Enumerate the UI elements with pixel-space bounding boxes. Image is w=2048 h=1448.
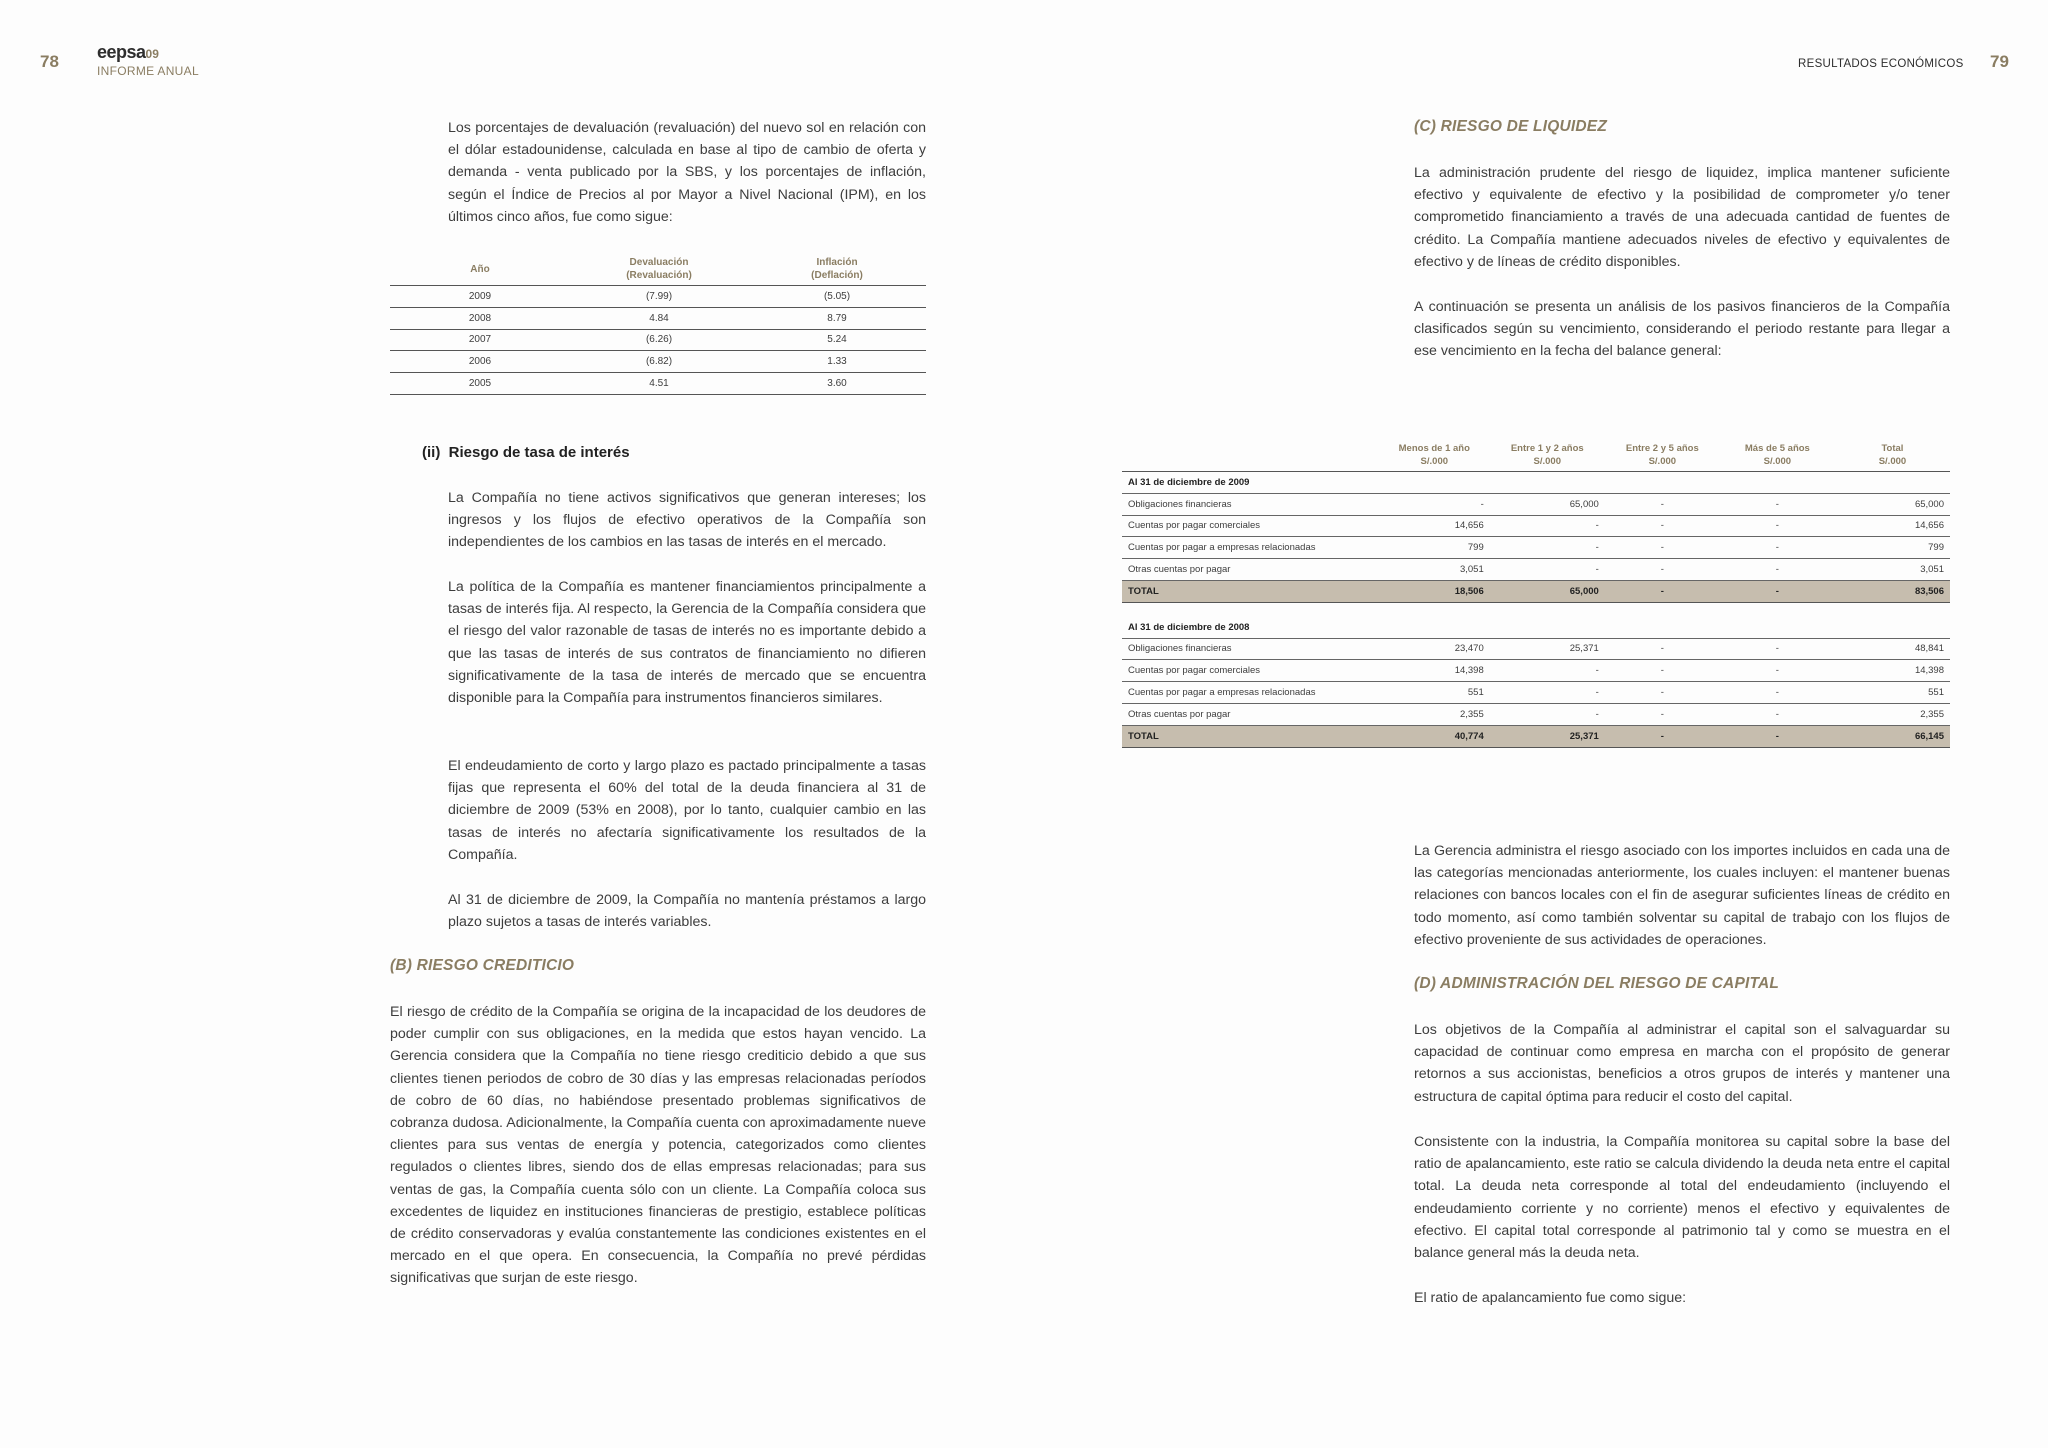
col-concept (1122, 442, 1379, 472)
table-row: Obligaciones financieras - 65,000 - - 65,000 (1122, 493, 1950, 515)
col-devaluation: Devaluación (Revaluación) (570, 254, 748, 286)
report-title: INFORME ANUAL (97, 64, 199, 78)
table-row: Otras cuentas por pagar 3,051 - - - 3,051 (1122, 559, 1950, 581)
table-header-row (390, 254, 926, 286)
right-page-number: 79 (1990, 52, 2009, 71)
table-header-row (1122, 442, 1950, 472)
logo-suffix: 09 (145, 47, 159, 61)
section-header-2008: Al 31 de diciembre de 2008 (1122, 617, 1950, 638)
spacer-row (1122, 602, 1950, 617)
interest-paragraph-2: La política de la Compañía es mantener financiamientos principalmente a tasas de interés fija. Al respecto, la Gerencia de la Compañía considera que el riesgo del valor razonable de tasas de interés no es importante debido a que las tasas de interés de sus contratos de financiamiento no difieren significativamente de la tasa de interés de mercado que se encuentra disponible para la Compañía para instrumentos financieros similares. (448, 579, 926, 707)
devaluation-table (390, 254, 926, 395)
col-year: Año (390, 254, 570, 286)
liabilities-table (1122, 442, 1950, 748)
capital-paragraph-3: El ratio de apalancamiento fue como sigue: (1414, 1290, 1687, 1306)
table-row: Cuentas por pagar comerciales 14,398 - - - 14,398 (1122, 660, 1950, 682)
col-1-2-years: Entre 1 y 2 años S/.000 (1490, 442, 1605, 472)
col-less-1-year: Menos de 1 año S/.000 (1379, 442, 1490, 472)
liquidity-risk-heading: (C) RIESGO DE LIQUIDEZ (1414, 118, 1607, 135)
total-row-2008: TOTAL 40,774 25,371 - - 66,145 (1122, 725, 1950, 747)
table-row: Cuentas por pagar comerciales 14,656 - - - 14,656 (1122, 515, 1950, 537)
table-row: Obligaciones financieras 23,470 25,371 - - 48,841 (1122, 638, 1950, 660)
section-title: RESULTADOS ECONÓMICOS (1798, 58, 1964, 70)
credit-risk-paragraph: El riesgo de crédito de la Compañía se origina de la incapacidad de los deudores de poder cumplir con sus obligaciones, en la medida que estos hayan vencido. La Gerencia considera que la Compañía no tiene riesgo crediticio debido a que sus clientes tienen periodos de cobro de 30 días y las empresas relacionadas períodos de cobro de 60 días, no habiéndose presentado problemas significativos de cobranza dudosa. Adicionalmente, la Compañía cuenta con aproximadamente nueve clientes para sus ventas de energía y potencia, categorizados como clientes regulados o clientes libres, siendo dos de ellas empresas relacionadas; para sus ventas de gas, la Compañía cuenta sólo con un cliente. La Compañía coloca sus excedentes de liquidez en instituciones financieras de prestigio, establece políticas de crédito conservadoras y evalúa constantemente las condiciones existentes en el mercado en el que opera. En consecuencia, la Compañía no prevé pérdidas significativas que surjan de este riesgo. (390, 1004, 926, 1287)
capital-paragraph-1: Los objetivos de la Compañía al administrar el capital son el salvaguardar su capacidad de continuar como empresa en marcha con el propósito de generar retornos a sus accionistas, beneficios a otros grupos de interés y mantener una estructura de capital óptima para reducir el costo del capital. (1414, 1022, 1950, 1105)
table-row: 2007 (6.26) 5.24 (390, 329, 926, 351)
table-row: Cuentas por pagar a empresas relacionadas 551 - - - 551 (1122, 682, 1950, 704)
interest-paragraph-3: El endeudamiento de corto y largo plazo es pactado principalmente a tasas fijas que representa el 60% del total de la deuda financiera al 31 de diciembre de 2009 (53% en 2008), por lo tanto, cualquier cambio en las tasas de interés no afectaría significativamente los resultados de la Compañía. (448, 758, 926, 863)
interest-paragraph-1: La Compañía no tiene activos significativos que generan intereses; los ingresos y los flujos de efectivo operativos de la Compañía son independientes de los cambios en las tasas de interés en el mercado. (448, 490, 926, 551)
logo (97, 42, 159, 63)
capital-risk-heading: (D) ADMINISTRACIÓN DEL RIESGO DE CAPITAL (1414, 975, 1780, 992)
col-total: Total S/.000 (1835, 442, 1950, 472)
left-page-number: 78 (40, 52, 59, 71)
capital-paragraph-2: Consistente con la industria, la Compañía monitorea su capital sobre la base del ratio de apalancamiento, este ratio se calcula dividendo la deuda neta entre el capital total. La deuda neta corresponde al total del endeudamiento (incluyendo el endeudamiento corriente y no corriente) menos el efectivo y equivalentes de efectivo. El capital total corresponde al patrimonio tal y como se muestra en el balance general más la deuda neta. (1414, 1134, 1950, 1262)
table-row: 2009 (7.99) (5.05) (390, 286, 926, 308)
table-row: 2008 4.84 8.79 (390, 307, 926, 329)
management-paragraph: La Gerencia administra el riesgo asociado con los importes incluidos en cada una de las categorías mencionadas anteriormente, los cuales incluyen: el mantener buenas relaciones con bancos locales con el fin de asegurar suficientes líneas de crédito en todo momento, así como también solventar su capital de trabajo con los flujos de efectivo proveniente de sus actividades de operaciones. (1414, 843, 1950, 948)
table-row: Otras cuentas por pagar 2,355 - - - 2,355 (1122, 703, 1950, 725)
liquidity-paragraph-1: La administración prudente del riesgo de liquidez, implica mantener suficiente efectivo y equivalente de efectivo y la posibilidad de comprometer y/o tener comprometido financiamiento a través de una adecuada cantidad de fuentes de crédito. La Compañía mantiene adecuados niveles de efectivo y equivalentes de efectivo y de líneas de crédito disponibles. (1414, 165, 1950, 270)
credit-risk-heading: (B) RIESGO CREDITICIO (390, 957, 575, 974)
col-more-5-years: Más de 5 años S/.000 (1720, 442, 1835, 472)
liquidity-paragraph-2: A continuación se presenta un análisis de los pasivos financieros de la Compañía clasificados según su vencimiento, considerando el periodo restante para llegar a ese vencimiento en la fecha del balance general: (1414, 299, 1950, 360)
col-2-5-years: Entre 2 y 5 años S/.000 (1605, 442, 1720, 472)
logo-text: eepsa (97, 42, 146, 62)
total-row-2009: TOTAL 18,506 65,000 - - 83,506 (1122, 580, 1950, 602)
col-inflation: Inflación (Deflación) (748, 254, 926, 286)
table-row: 2005 4.51 3.60 (390, 373, 926, 395)
interest-rate-heading: (ii) Riesgo de tasa de interés (422, 444, 630, 461)
table-row: Cuentas por pagar a empresas relacionadas 799 - - - 799 (1122, 537, 1950, 559)
intro-paragraph: Los porcentajes de devaluación (revaluación) del nuevo sol en relación con el dólar estadounidense, calculada en base al tipo de cambio de oferta y demanda - venta publicado por la SBS, y los porcentajes de inflación, según el Índice de Precios al por Mayor a Nivel Nacional (IPM), en los últimos cinco años, fue como sigue: (448, 120, 926, 225)
table-row: 2006 (6.82) 1.33 (390, 351, 926, 373)
interest-paragraph-4: Al 31 de diciembre de 2009, la Compañía no mantenía préstamos a largo plazo sujetos a tasas de interés variables. (448, 892, 926, 931)
section-header-2009: Al 31 de diciembre de 2009 (1122, 472, 1950, 494)
